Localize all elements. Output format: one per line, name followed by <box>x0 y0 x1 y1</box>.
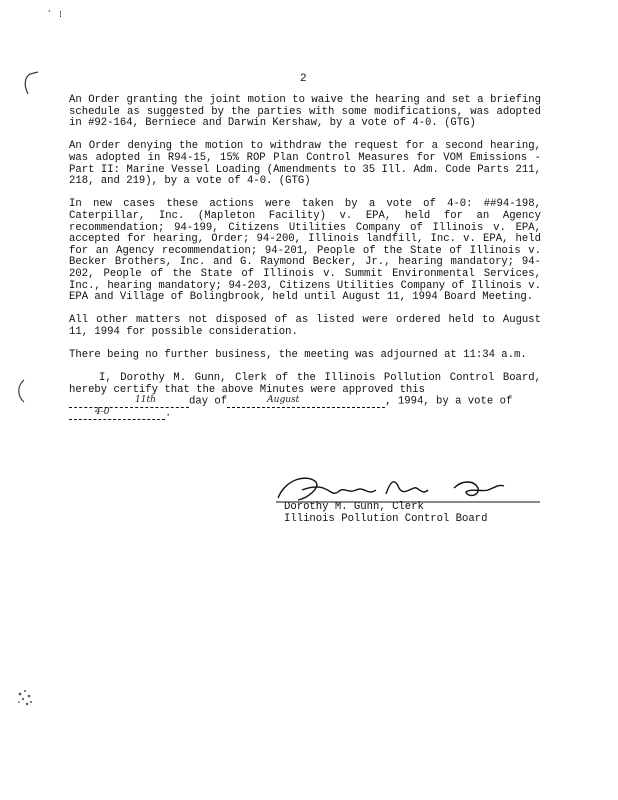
minutes-body <box>69 95 541 420</box>
certification-vote-line <box>69 408 541 420</box>
scan-mark-top: ʹ ⁞ <box>48 10 62 20</box>
signature-org: Illinois Pollution Control Board <box>284 512 488 525</box>
paragraph-other-matters: All other matters not disposed of as listed were ordered held to August 11, 1994 for possible consideration. <box>69 314 541 338</box>
paragraph-order-kershaw: An Order granting the joint motion to waive the hearing and set a briefing schedule as suggested by the parties with some modifications, was adopted in #92-164, Berniece and Darwin Kershaw, by a vote of 4-0. (GTG) <box>69 94 541 130</box>
vote-period: . <box>165 407 172 420</box>
scan-mark-hole <box>14 378 28 404</box>
handwritten-month: August <box>267 394 300 405</box>
year-vote-label: , 1994, by a vote of <box>385 395 513 408</box>
scan-speckle <box>14 686 38 708</box>
page-number: 2 <box>300 73 307 85</box>
day-blank <box>69 396 189 408</box>
signature-name: Dorothy M. Gunn, Clerk <box>284 501 424 513</box>
handwritten-vote: 4-0 <box>95 406 110 417</box>
day-of-label: day of <box>189 395 228 408</box>
vote-blank <box>69 408 165 420</box>
signature-block <box>268 468 548 528</box>
handwritten-day: 11th <box>135 394 156 405</box>
certification-date-line <box>69 396 541 408</box>
paragraph-new-cases: In new cases these actions were taken by a vote of 4-0: ##94-198, Caterpillar, Inc. (Mapleton Facility) v. EPA, held for an Agency recommendation; 94-199, Citizens Utilities Company of Illinois v. EPA, accepted for hearing, Order; 94-200, Illinois landfill, Inc. v. EPA, held for an Agency recommendation; 94-201, People of the State of Illinois v. Becker Brothers, Inc. and G. Raymond Becker, Jr., hearing mandatory; 94-202, People of the State of Illinois v. Summit Environmental Services, Inc., hearing mandatory; 94-203, Citizens Utilities Company of Illinois v. EPA and Village of Bolingbrook, held until August 11, 1994 Board Meeting. <box>69 198 541 304</box>
paragraph-adjourned: There being no further business, the meeting was adjourned at 11:34 a.m. <box>69 349 527 362</box>
paragraph-order-r94-15: An Order denying the motion to withdraw the request for a second hearing, was adopted in R94-15, 15% ROP Plan Control Measures for VOM Emissions - Part II: Marine Vessel Loading (Amendments to 35 Ill. Adm. Code Parts 211, 218, and 219), by a vote of 4-0. (GTG) <box>69 140 541 188</box>
signature-typed <box>284 502 487 525</box>
certification-text: I, Dorothy M. Gunn, Clerk of the Illinois Pollution Control Board, hereby certify that the above Minutes were approved this <box>69 372 541 396</box>
month-blank <box>227 396 385 408</box>
scan-mark-left <box>18 68 40 98</box>
